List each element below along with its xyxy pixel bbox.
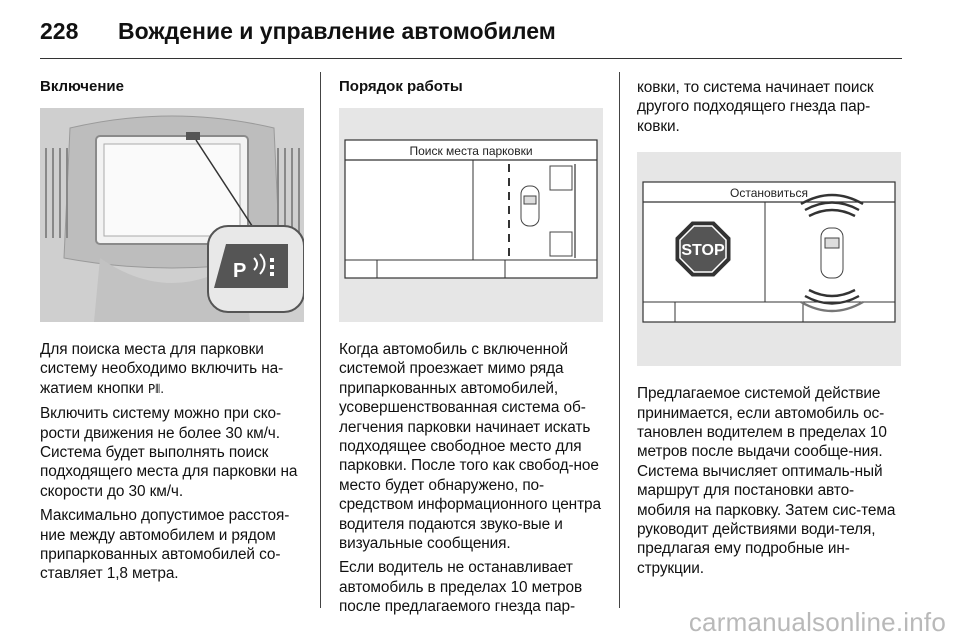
parking-search-screen bbox=[339, 108, 603, 322]
column-1 bbox=[40, 78, 306, 589]
paragraph-enable-3: Максимально допустимое расстоя-ние между автомобилем и рядом припаркованных автомобилей со-ставляет 1,8 метра. bbox=[40, 507, 290, 583]
screen-title: Поиск места парковки bbox=[409, 144, 533, 158]
paragraph-enable-1: Для поиска места для парковки систему необходимо включить на-жатием кнопки P⦀. bbox=[40, 341, 284, 397]
paragraph-continuation: ковки, то система начинает поиск другого подходящего гнезда пар-ковки. bbox=[637, 79, 874, 135]
section-heading-operation: Порядок работы bbox=[339, 78, 463, 95]
page-number: 228 bbox=[40, 18, 79, 44]
column-divider-1 bbox=[320, 72, 321, 608]
parking-assist-icon: P⦀. bbox=[147, 381, 164, 396]
paragraph-operation-1: Когда автомобиль с включенной системой проезжает мимо ряда припаркованных автомобилей, усовершенствованная система об-легчения парковки начинает искать подходящее свободное место для парковки. После того как свобод-ное место будет обнаружено, по-средством информационного центра водителя подаются звуко-вые и визуальные сообщения. bbox=[339, 341, 601, 553]
stop-screen bbox=[637, 152, 901, 366]
section-heading-enable: Включение bbox=[40, 78, 124, 95]
column-2 bbox=[339, 78, 605, 622]
stop-sign-text: STOP bbox=[681, 242, 725, 260]
button-label: P bbox=[233, 260, 247, 282]
paragraph-operation-2: Если водитель не останавливает автомобиль в пределах 10 метров после предлагаемого гнезда пар- bbox=[339, 559, 583, 616]
paragraph-enable-2: Включить систему можно при ско-рости движения не более 30 км/ч. Система будет выполнять поиск подходящего места для парковки на скорости до 30 км/ч. bbox=[40, 405, 298, 500]
dashboard-illustration bbox=[40, 108, 304, 322]
stop-screen-title: Остановиться bbox=[730, 186, 808, 201]
paragraph-action: Предлагаемое системой действие принимается, если автомобиль ос-тановлен водителем в пределах 10 метров после выдачи сообще-ния. Система вычисляет оптималь-ный маршрут для постановки авто-мобиля на парковку. Затем сис-тема руководит действиями води-теля, предлагая ему подробные ин-струкции. bbox=[637, 385, 896, 577]
page-title: Вождение и управление автомобилем bbox=[118, 18, 556, 44]
dashboard-figure bbox=[40, 108, 306, 322]
header-rule bbox=[40, 58, 902, 59]
column-3 bbox=[637, 78, 903, 583]
column-divider-2 bbox=[619, 72, 620, 608]
watermark: carmanualsonline.info bbox=[688, 607, 946, 637]
